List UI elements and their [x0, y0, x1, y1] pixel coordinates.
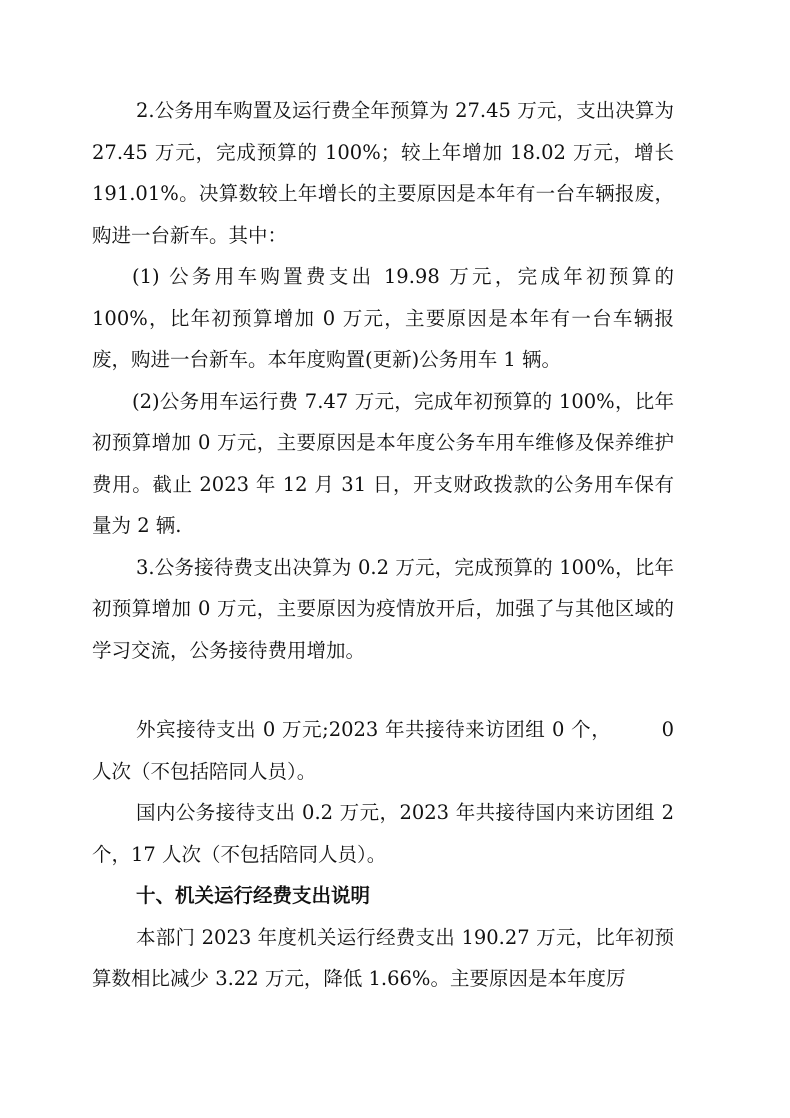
- section-heading: 十、机关运行经费支出说明: [136, 884, 371, 907]
- document-body: [92, 90, 674, 1000]
- paragraph-operating-expenses: 本部门 2023 年度机关运行经费支出 190.27 万元，比年初预算数相比减少 3.22 万元，降低 1.66%。主要原因是本年度厉: [92, 925, 674, 990]
- blank-line: [92, 671, 674, 709]
- paragraph-foreign-reception: 外宾接待支出 0 万元;2023 年共接待来访团组 0 个， 0 人次（不包括陪同人员）。: [92, 718, 674, 783]
- paragraph-vehicle-operation: (2)公务用车运行费 7.47 万元，完成年初预算的 100%，比年初预算增加 0 万元，主要原因是本年度公务车用车维修及保养维护费用。截止 2023 年 12 月 31 日，开支财政拨款的公务用车保有量为 2 辆.: [92, 389, 674, 537]
- paragraph-domestic-reception: 国内公务接待支出 0.2 万元，2023 年共接待国内来访团组 2 个，17 人次（不包括陪同人员）。: [92, 801, 674, 866]
- paragraph-vehicle-budget: 2.公务用车购置及运行费全年预算为 27.45 万元，支出决算为 27.45 万元，完成预算的 100%；较上年增加 18.02 万元，增长 191.01%。决算数较上年增长的主要原因是本年有一台车辆报废，购进一台新车。其中：: [92, 99, 674, 247]
- paragraph-vehicle-purchase: (1) 公务用车购置费支出 19.98 万元，完成年初预算的 100%，比年初预算增加 0 万元，主要原因是本年有一台车辆报废，购进一台新车。本年度购置(更新)公务用车 1 辆。: [92, 265, 674, 371]
- paragraph-reception-budget: 3.公务接待费支出决算为 0.2 万元，完成预算的 100%，比年初预算增加 0 万元，主要原因为疫情放开后，加强了与其他区域的学习交流，公务接待费用增加。: [92, 555, 674, 662]
